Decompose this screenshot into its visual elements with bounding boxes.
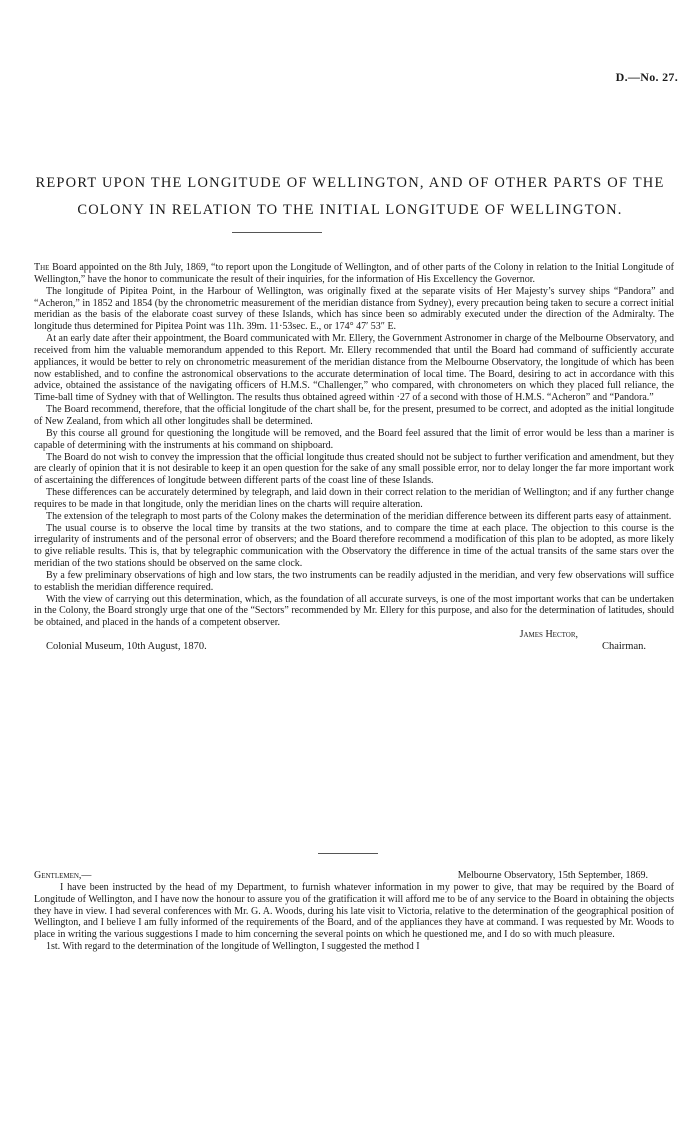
- signature-row: [34, 641, 646, 653]
- report-paragraph: These differences can be accurately determined by telegraph, and laid down in their correct relation to the meridian of Wellington; and if any further change requires to be made in that longitude, only the meridian lines on the charts will require alteration.: [34, 487, 674, 510]
- report-paragraph: The Board appointed on the 8th July, 1869, “to report upon the Longitude of Wellington, and of other parts of the Colony in relation to the Initial Longitude of Wellington,” have the honor to communicate the result of their inquiries, for the information of His Excellency the Governor.: [34, 262, 674, 285]
- report-paragraph: The Board recommend, therefore, that the official longitude of the chart shall be, for the present, presumed to be correct, and adopted as the initial longitude of New Zealand, from which all other longitudes shall be determined.: [34, 404, 674, 427]
- parliamentary-paper-reference: D.—No. 27.: [615, 70, 678, 84]
- report-paragraph: By this course all ground for questioning the longitude will be removed, and the Board feel assured that the limit of error would be less than a mariner is capable of determining with the instruments at his command on shipboard.: [34, 427, 674, 451]
- report-title: [20, 170, 680, 224]
- report-paragraph: The longitude of Pipitea Point, in the Harbour of Wellington, was originally fixed at the separate visits of Her Majesty’s survey ships “Pandora” and “Acheron,” in 1852 and 1854 (by the chronometric measurement of the meridian distance from Sydney), every precaution being taken to secure a correct initial meridian as the basis of the elaborate coast survey of these Islands, which has since been so admirably executed under the direction of the Admiralty. The longitude thus determined for Pipitea Point was 11h. 39m. 11·53sec. E., or 174° 47′ 53″ E.: [34, 285, 674, 333]
- report-paragraph: The extension of the telegraph to most parts of the Colony makes the determination of the meridian difference between its different parts easy of attainment.: [46, 510, 672, 522]
- report-paragraph: At an early date after their appointment, the Board communicated with Mr. Ellery, the Government Astronomer in charge of the Melbourne Observatory, and received from him the valuable memorandum appended to this Report. Mr. Ellery recommended that until the Board had command of sufficiently accurate appliances, it would be better to rely on chronometric measurement of the meridian distance from the Melbourne Observatory, the longitude of which has been now established, and to confine the astronomical observations to the accurate determination of local time. The Board, desiring to act in accordance with this advice, obtained the assistance of the navigating officers of H.M.S. “Challenger,” who compared, with chronometers on which they placed full reliance, the Time-ball time of Sydney with that of Wellington. The results thus obtained agreed within ·27 of a second with those of H.M.S. “Acheron” and “Pandora.”: [34, 333, 674, 404]
- report-body: [34, 262, 674, 653]
- signatory-name: James Hector,: [519, 629, 578, 641]
- section-divider: [318, 853, 378, 854]
- report-lead-word: The: [34, 262, 50, 273]
- letter-place-date: Melbourne Observatory, 15th September, 1869.: [457, 870, 648, 881]
- signatory-role: Chairman.: [601, 641, 646, 652]
- report-paragraph: With the view of carrying out this determination, which, as the foundation of all accurate surveys, is one of the most important works that can be undertaken in the Colony, the Board strongly urge that one of the “Sectors” recommended by Mr. Ellery for this purpose, and also for the determination of latitudes, should be obtained, and placed in the hands of a competent observer.: [34, 593, 674, 629]
- letter-body: [34, 870, 674, 953]
- report-title-line-2: COLONY IN RELATION TO THE INITIAL LONGITUDE OF WELLINGTON.: [77, 202, 623, 218]
- report-paragraph: The usual course is to observe the local time by transits at the two stations, and to compare the time at each place. The objection to this course is the irregularity of instruments and of the personal error of observers; and the Board therefore recommend a modification of this plan to be adopted, as more likely to give reliable results. This is, that by telegraphic communication with the Observatory the difference in time of the actual transits of the same stars over the meridian of the two stations should be observed on the same clock.: [34, 522, 674, 570]
- report-title-line-1: REPORT UPON THE LONGITUDE OF WELLINGTON, AND OF OTHER PARTS OF THE: [35, 175, 665, 191]
- title-divider: [232, 232, 322, 233]
- letter-paragraph: 1st. With regard to the determination of the longitude of Wellington, I suggested the method I: [46, 941, 420, 953]
- letter-salutation: Gentlemen,—: [34, 870, 92, 881]
- letter-heading: [34, 870, 674, 882]
- letter-paragraph: I have been instructed by the head of my Department, to furnish whatever information in my power to give, that may be required by the Board of Longitude of Wellington, and I have now the honour to assure you of the gratification it will afford me to be of any service to the Board in obtaining the objects they have in view. I had several conferences with Mr. G. A. Woods, during his late visit to Victoria, relative to the determination of the geographical position of Wellington, and I believe I am fully informed of the requirements of the Board, and of the appliances they have at command. I was requested by Mr. Woods to place in writing the various suggestions I made to him concerning the several points on which he questioned me, and I do so with much pleasure.: [34, 881, 674, 941]
- report-paragraph: The Board do not wish to convey the impression that the official longitude thus created should not be subject to further verification and amendment, but they are clearly of opinion that it is not desirable to keep it an open question for the sake of any small possible error, nor to delay longer the far more important work of ascertaining the differences of longitude between different parts of the coast line of these Islands.: [34, 451, 674, 487]
- report-place-date: Colonial Museum, 10th August, 1870.: [46, 641, 207, 652]
- report-paragraph: By a few preliminary observations of high and low stars, the two instruments can be readily adjusted in the meridian, and very few observations will suffice to establish the meridian difference required.: [34, 569, 674, 593]
